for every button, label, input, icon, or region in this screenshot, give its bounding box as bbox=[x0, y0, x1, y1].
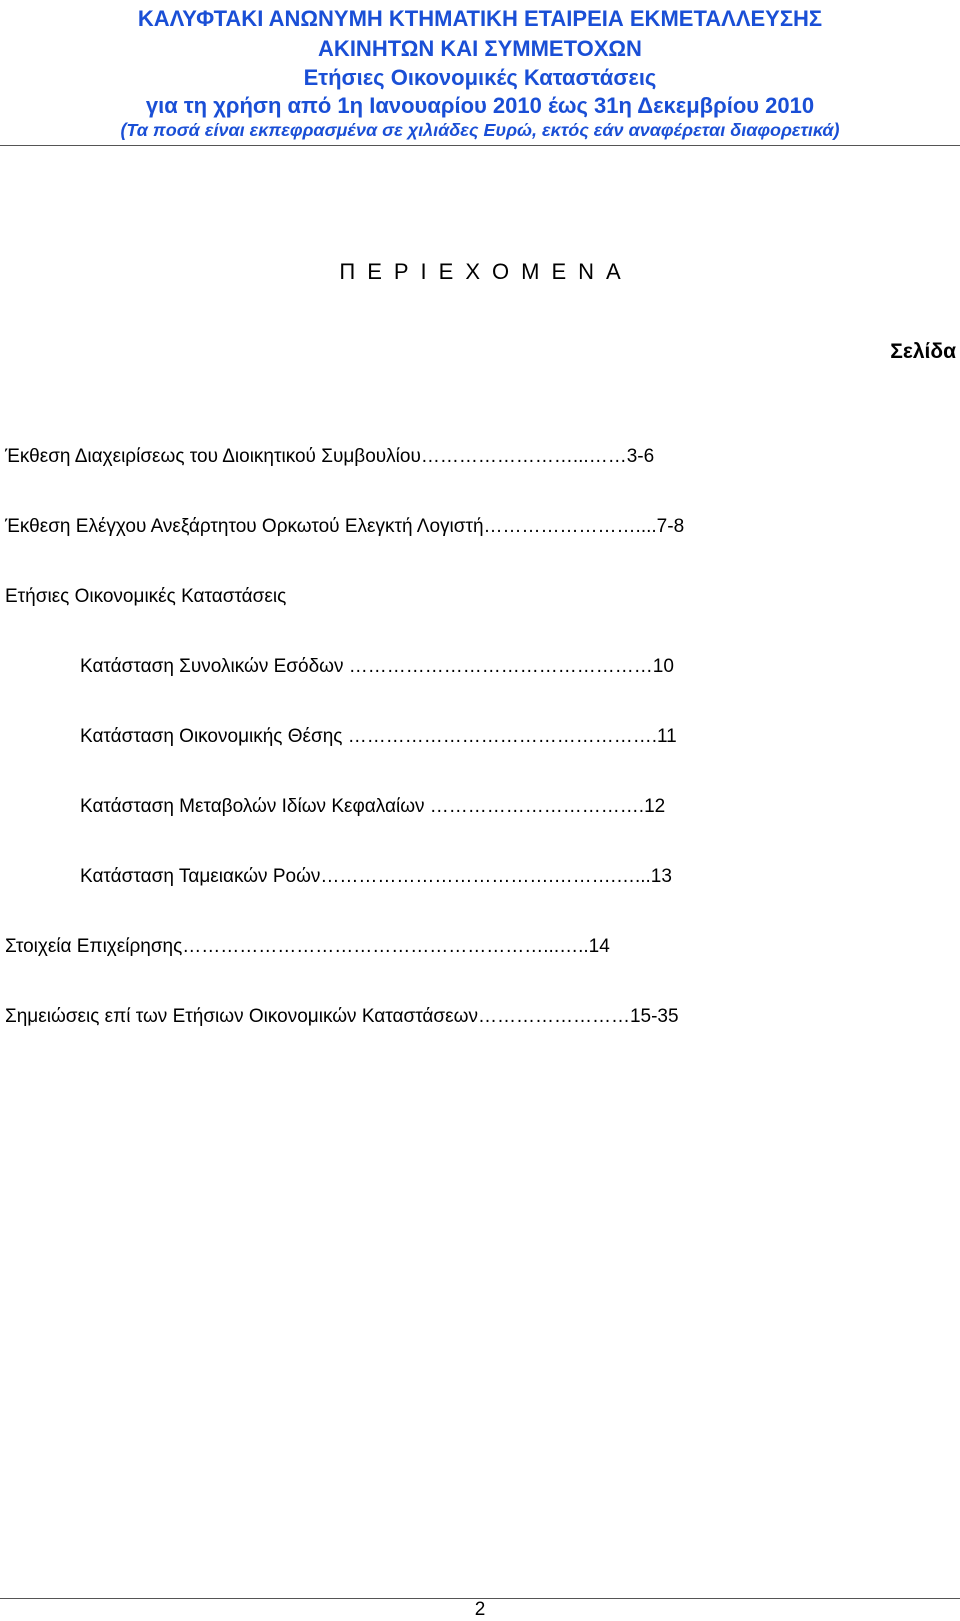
company-name-line-1: ΚΑΛΥΦΤΑΚΙ ΑΝΩΝΥΜΗ ΚΤΗΜΑΤΙΚΗ ΕΤΑΙΡΕΙΑ ΕΚΜΕΤΑΛΛΕΥΣΗΣ bbox=[137, 6, 823, 31]
company-name-line-2: ΑΚΙΝΗΤΩΝ ΚΑΙ ΣΥΜΜΕΤΟΧΩΝ bbox=[318, 36, 642, 61]
toc-entry-management-report: Έκθεση Διαχειρίσεως του Διοικητικού Συμβουλίου……………………...……3-6 bbox=[5, 446, 655, 467]
header-divider bbox=[0, 145, 960, 146]
toc-entry-cash-flows: Κατάσταση Ταμειακών Ροών……………………………….……….…...13 bbox=[80, 866, 672, 887]
toc-entry-comprehensive-income: Κατάσταση Συνολικών Εσόδων …………………………………………10 bbox=[80, 656, 674, 677]
report-period: για τη χρήση από 1η Ιανουαρίου 2010 έως 31η Δεκεμβρίου 2010 bbox=[145, 93, 815, 118]
toc-entry-company-information: Στοιχεία Επιχείρησης…………………………………………………...…..14 bbox=[5, 936, 610, 957]
toc-entry-changes-in-equity: Κατάσταση Μεταβολών Ιδίων Κεφαλαίων …………………………….12 bbox=[80, 796, 666, 817]
currency-note: (Τα ποσά είναι εκπεφρασμένα σε χιλιάδες Ευρώ, εκτός εάν αναφέρεται διαφορετικά) bbox=[120, 120, 840, 140]
report-title: Ετήσιες Οικονομικές Καταστάσεις bbox=[303, 65, 657, 90]
page-column-label: Σελίδα bbox=[890, 340, 956, 363]
toc-entry-auditor-report: Έκθεση Ελέγχου Ανεξάρτητου Ορκωτού Ελεγκτή Λογιστή……………………....7-8 bbox=[5, 516, 685, 537]
toc-entry-financial-statements-heading: Ετήσιες Οικονομικές Καταστάσεις bbox=[5, 586, 287, 607]
contents-title: ΠΕΡΙΕΧΟΜΕΝΑ bbox=[339, 259, 633, 284]
toc-entry-notes: Σημειώσεις επί των Ετήσιων Οικονομικών Καταστάσεων……………………15-35 bbox=[5, 1006, 679, 1027]
page-number: 2 bbox=[474, 1599, 486, 1620]
toc-entry-financial-position: Κατάσταση Οικονομικής Θέσης ………………………………………….11 bbox=[80, 726, 677, 747]
